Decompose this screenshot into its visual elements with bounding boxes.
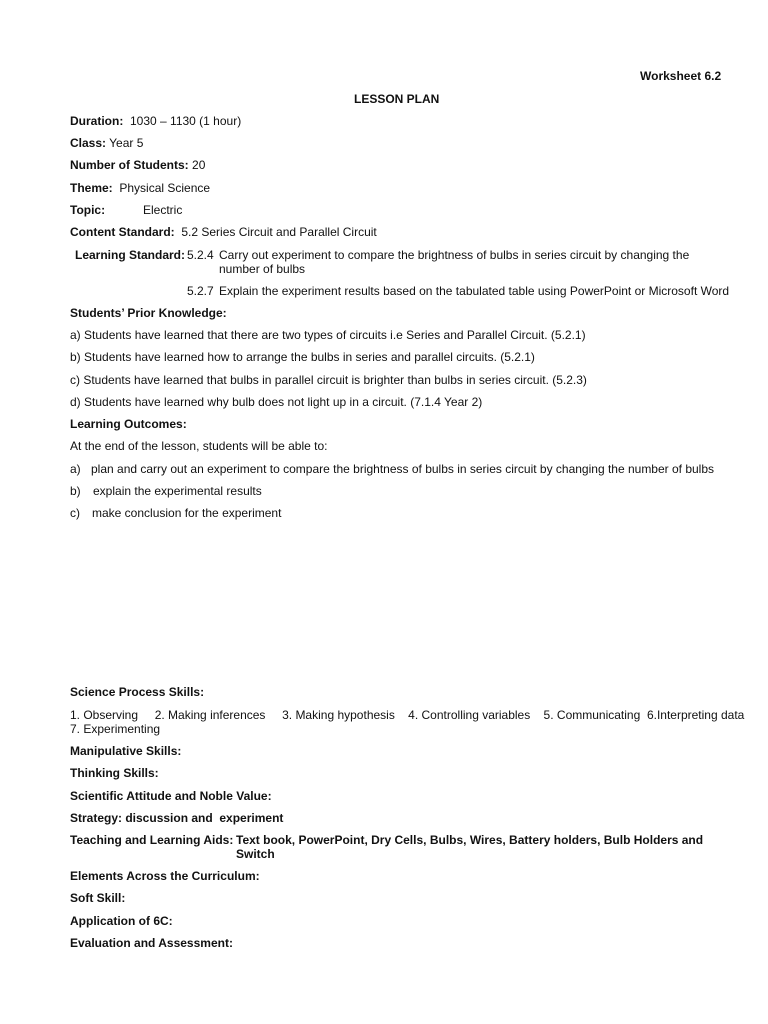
- theme-value: Physical Science: [119, 181, 211, 195]
- manipulative-skills-heading: Manipulative Skills:: [70, 744, 182, 758]
- outcome-marker: c): [70, 506, 80, 520]
- learning-standard-code-2: 5.2.7: [187, 284, 214, 298]
- thinking-skills-heading: Thinking Skills:: [70, 766, 159, 780]
- learning-standard-code-1: 5.2.4: [187, 248, 214, 262]
- teaching-aids-list: Text book, PowerPoint, Dry Cells, Bulbs, Wires, Battery holders, Bulb Holders and: [236, 833, 704, 847]
- elements-heading: Elements Across the Curriculum:: [70, 869, 260, 883]
- page-title: LESSON PLAN: [354, 92, 440, 106]
- theme-row: [70, 181, 210, 195]
- teaching-aids-heading: Teaching and Learning Aids:: [70, 833, 234, 847]
- prior-knowledge-heading: Students’ Prior Knowledge:: [70, 306, 227, 320]
- duration-row: [70, 114, 241, 128]
- teaching-aids-list-cont: Switch: [236, 847, 275, 861]
- topic-label: Topic:: [70, 203, 106, 217]
- prior-knowledge-item: d) Students have learned why bulb does not light up in a circuit. (7.1.4 Year 2): [70, 395, 483, 409]
- application-heading: Application of 6C:: [70, 914, 173, 928]
- duration-value: 1030 – 1130 (1 hour): [130, 114, 242, 128]
- class-row: [70, 136, 143, 150]
- students-value: 20: [192, 158, 206, 172]
- scientific-attitude-heading: Scientific Attitude and Noble Value:: [70, 789, 272, 803]
- prior-knowledge-item: a) Students have learned that there are two types of circuits i.e Series and Parallel Circuit. (5.2.1): [70, 328, 586, 342]
- learning-standard-text-1-cont: number of bulbs: [219, 262, 306, 276]
- content-standard-label: Content Standard:: [70, 225, 175, 239]
- learning-standard-label: Learning Standard:: [75, 248, 186, 262]
- learning-standard-text-2: Explain the experiment results based on the tabulated table using PowerPoint or Microsoft Word: [219, 284, 730, 298]
- class-value: Year 5: [109, 136, 144, 150]
- students-row: [70, 158, 205, 172]
- strategy-heading: Strategy: discussion and experiment: [70, 811, 284, 825]
- outcome-text: plan and carry out an experiment to compare the brightness of bulbs in series circuit by changing the number of bulbs: [91, 462, 715, 476]
- prior-knowledge-item: c) Students have learned that bulbs in parallel circuit is brighter than bulbs in series circuit. (5.2.3): [70, 373, 587, 387]
- class-label: Class:: [70, 136, 107, 150]
- prior-knowledge-item: b) Students have learned how to arrange the bulbs in series and parallel circuits. (5.2.1): [70, 350, 535, 364]
- process-skills-heading: Science Process Skills:: [70, 685, 205, 699]
- content-standard-value: 5.2 Series Circuit and Parallel Circuit: [181, 225, 377, 239]
- content-standard-row: [70, 225, 377, 239]
- evaluation-heading: Evaluation and Assessment:: [70, 936, 233, 950]
- duration-label: Duration:: [70, 114, 124, 128]
- outcome-text: explain the experimental results: [93, 484, 262, 498]
- theme-label: Theme:: [70, 181, 113, 195]
- outcome-marker: b): [70, 484, 81, 498]
- process-skills-list-cont: 7. Experimenting: [70, 722, 161, 736]
- students-label: Number of Students:: [70, 158, 189, 172]
- outcome-text: make conclusion for the experiment: [92, 506, 282, 520]
- learning-outcomes-intro: At the end of the lesson, students will be able to:: [70, 439, 328, 453]
- soft-skill-heading: Soft Skill:: [70, 891, 126, 905]
- learning-standard-text-1: Carry out experiment to compare the brightness of bulbs in series circuit by changing the: [219, 248, 690, 262]
- learning-outcomes-heading: Learning Outcomes:: [70, 417, 187, 431]
- process-skills-list: 1. Observing 2. Making inferences 3. Making hypothesis 4. Controlling variables 5. Communicating 6.Interpreting data: [70, 708, 745, 722]
- outcome-marker: a): [70, 462, 81, 476]
- topic-value: Electric: [143, 203, 183, 217]
- worksheet-number: Worksheet 6.2: [640, 69, 722, 83]
